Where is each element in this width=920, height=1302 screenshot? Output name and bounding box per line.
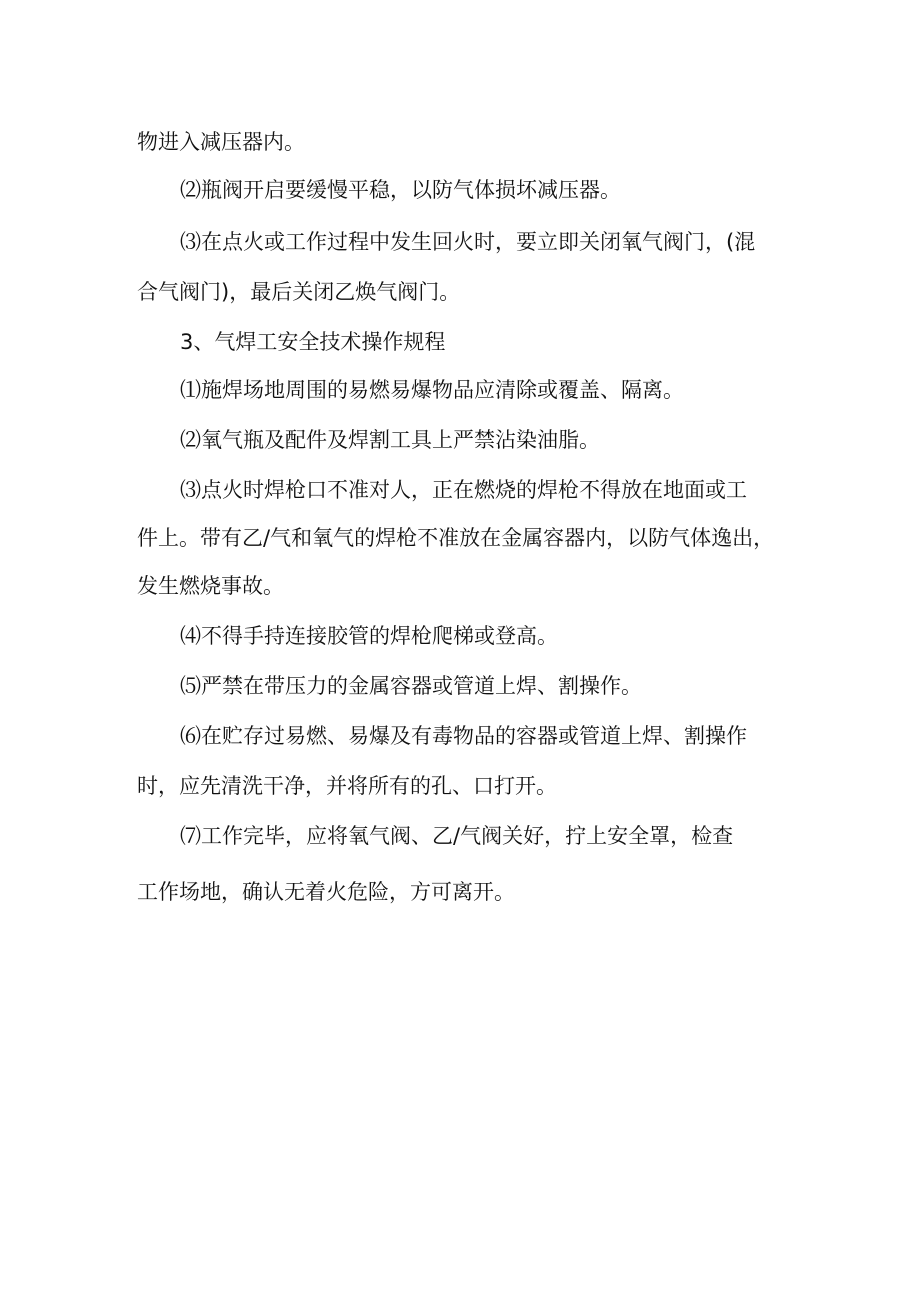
text-line-rule-7: ⑺工作完毕，应将氧气阀、乙/气阀关好，拧上安全罩，检查 xyxy=(180,824,734,848)
text-line-continuation: 物进入减压器内。 xyxy=(137,130,305,154)
text-line-rule-3-cont2: 发生燃烧事故。 xyxy=(137,574,284,598)
text-line-rule-4: ⑷不得手持连接胶管的焊枪爬梯或登高。 xyxy=(180,624,558,648)
text-line-rule-2: ⑵氧气瓶及配件及焊割工具上严禁沾染油脂。 xyxy=(180,428,600,452)
text-line-rule-3-cont: 件上。带有乙/气和氧气的焊枪不准放在金属容器内，以防气体逸出， xyxy=(137,526,775,550)
text-line-rule-6: ⑹在贮存过易燃、易爆及有毒物品的容器或管道上焊、割操作 xyxy=(180,724,747,748)
section-heading: 3、气焊工安全技术操作规程 xyxy=(180,330,446,354)
text-line-item-3-cont: 合气阀门)，最后关闭乙焕气阀门。 xyxy=(137,280,461,304)
text-line-item-3: ⑶在点火或工作过程中发生回火时，要立即关闭氧气阀门，(混 xyxy=(180,230,756,254)
text-line-rule-5: ⑸严禁在带压力的金属容器或管道上焊、割操作。 xyxy=(180,674,642,698)
text-line-rule-3: ⑶点火时焊枪口不准对人，正在燃烧的焊枪不得放在地面或工 xyxy=(180,478,747,502)
text-line-rule-6-cont: 时，应先清洗干净，并将所有的孔、口打开。 xyxy=(137,774,557,798)
text-line-rule-1: ⑴施焊场地周围的易燃易爆物品应清除或覆盖、隔离。 xyxy=(180,378,684,402)
text-line-rule-7-cont: 工作场地，确认无着火危险，方可离开。 xyxy=(137,880,515,904)
text-line-item-2: ⑵瓶阀开启要缓慢平稳，以防气体损坏减压器。 xyxy=(180,178,621,202)
